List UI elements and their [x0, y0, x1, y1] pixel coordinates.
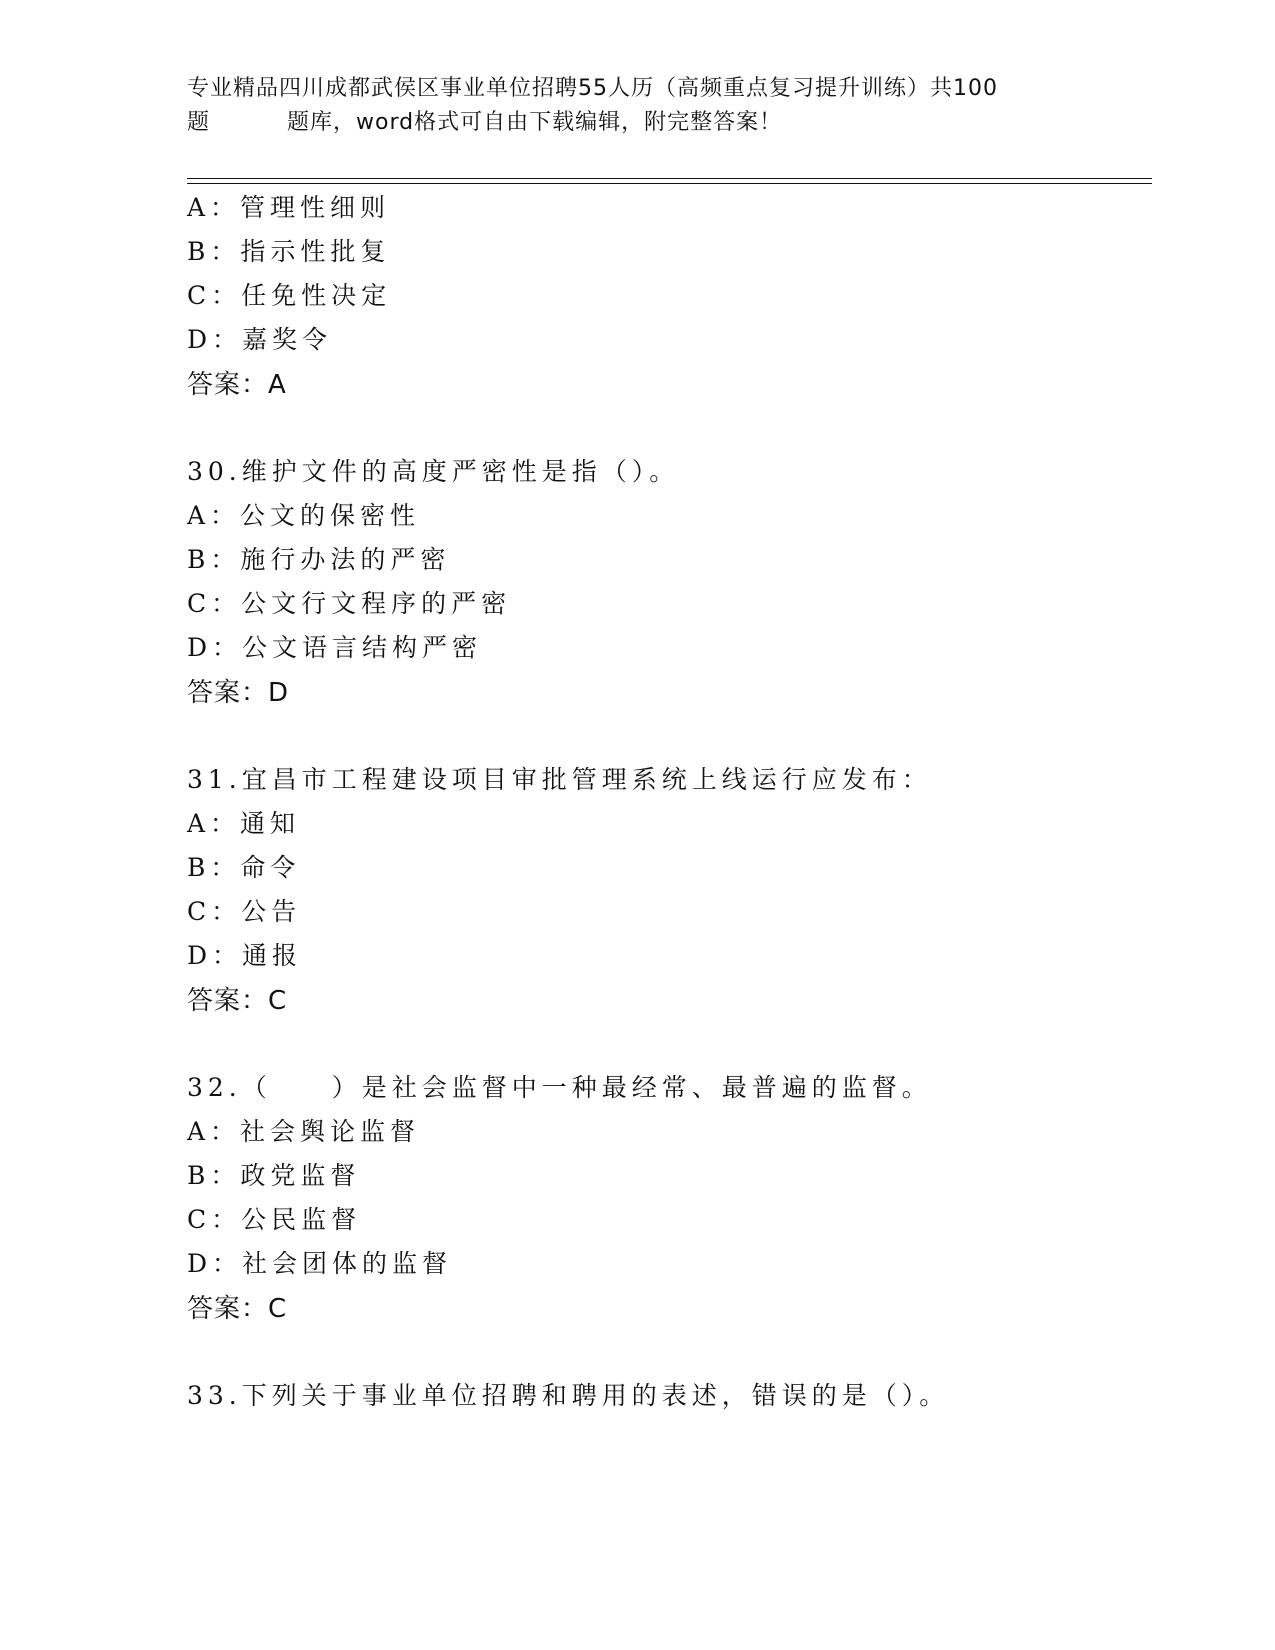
q31-option-c: C：公告 — [187, 897, 302, 926]
q32-option-a: A：社会舆论监督 — [187, 1117, 421, 1146]
q32-answer: 答案：C — [187, 1294, 288, 1324]
q31-option-a: A：通知 — [187, 809, 301, 838]
q30-option-b: B：施行办法的严密 — [187, 545, 451, 574]
q32-option-d: D：社会团体的监督 — [187, 1249, 453, 1278]
q29-option-c: C：任免性决定 — [187, 281, 392, 310]
q31-option-d: D：通报 — [187, 941, 303, 970]
header-line-2 — [187, 106, 1087, 140]
q29-option-b: B：指示性批复 — [187, 237, 391, 266]
q31-answer: 答案：C — [187, 986, 288, 1016]
header-line-2-part-1: 题 — [187, 110, 211, 135]
q30-answer: 答案：D — [187, 678, 290, 708]
q32-option-c: C：公民监督 — [187, 1205, 362, 1234]
header-rule-top — [187, 178, 1152, 179]
header-line-1: 专业精品四川成都武侯区事业单位招聘55人历（高频重点复习提升训练）共100 — [187, 76, 998, 101]
q29-option-a: A：管理性细则 — [187, 193, 391, 222]
q31-option-b: B：命令 — [187, 853, 301, 882]
q32-question: 32.（ ）是社会监督中一种最经常、最普遍的监督。 — [187, 1073, 932, 1102]
q29-option-d: D：嘉奖令 — [187, 325, 333, 354]
q30-option-d: D：公文语言结构严密 — [187, 633, 483, 662]
header-line-2-part-2: 题库，word格式可自由下载编辑，附完整答案！ — [287, 110, 783, 135]
q30-option-a: A：公文的保密性 — [187, 501, 421, 530]
document-header — [187, 72, 1087, 140]
q32-option-b: B：政党监督 — [187, 1161, 361, 1190]
q31-question: 31.宜昌市工程建设项目审批管理系统上线运行应发布： — [187, 765, 932, 794]
q30-option-c: C：公文行文程序的严密 — [187, 589, 512, 618]
q30-question: 30.维护文件的高度严密性是指（）。 — [187, 457, 680, 486]
q33-question: 33.下列关于事业单位招聘和聘用的表述，错误的是（）。 — [187, 1381, 950, 1410]
header-rule-bottom — [187, 183, 1152, 184]
q29-answer: 答案：A — [187, 370, 287, 400]
